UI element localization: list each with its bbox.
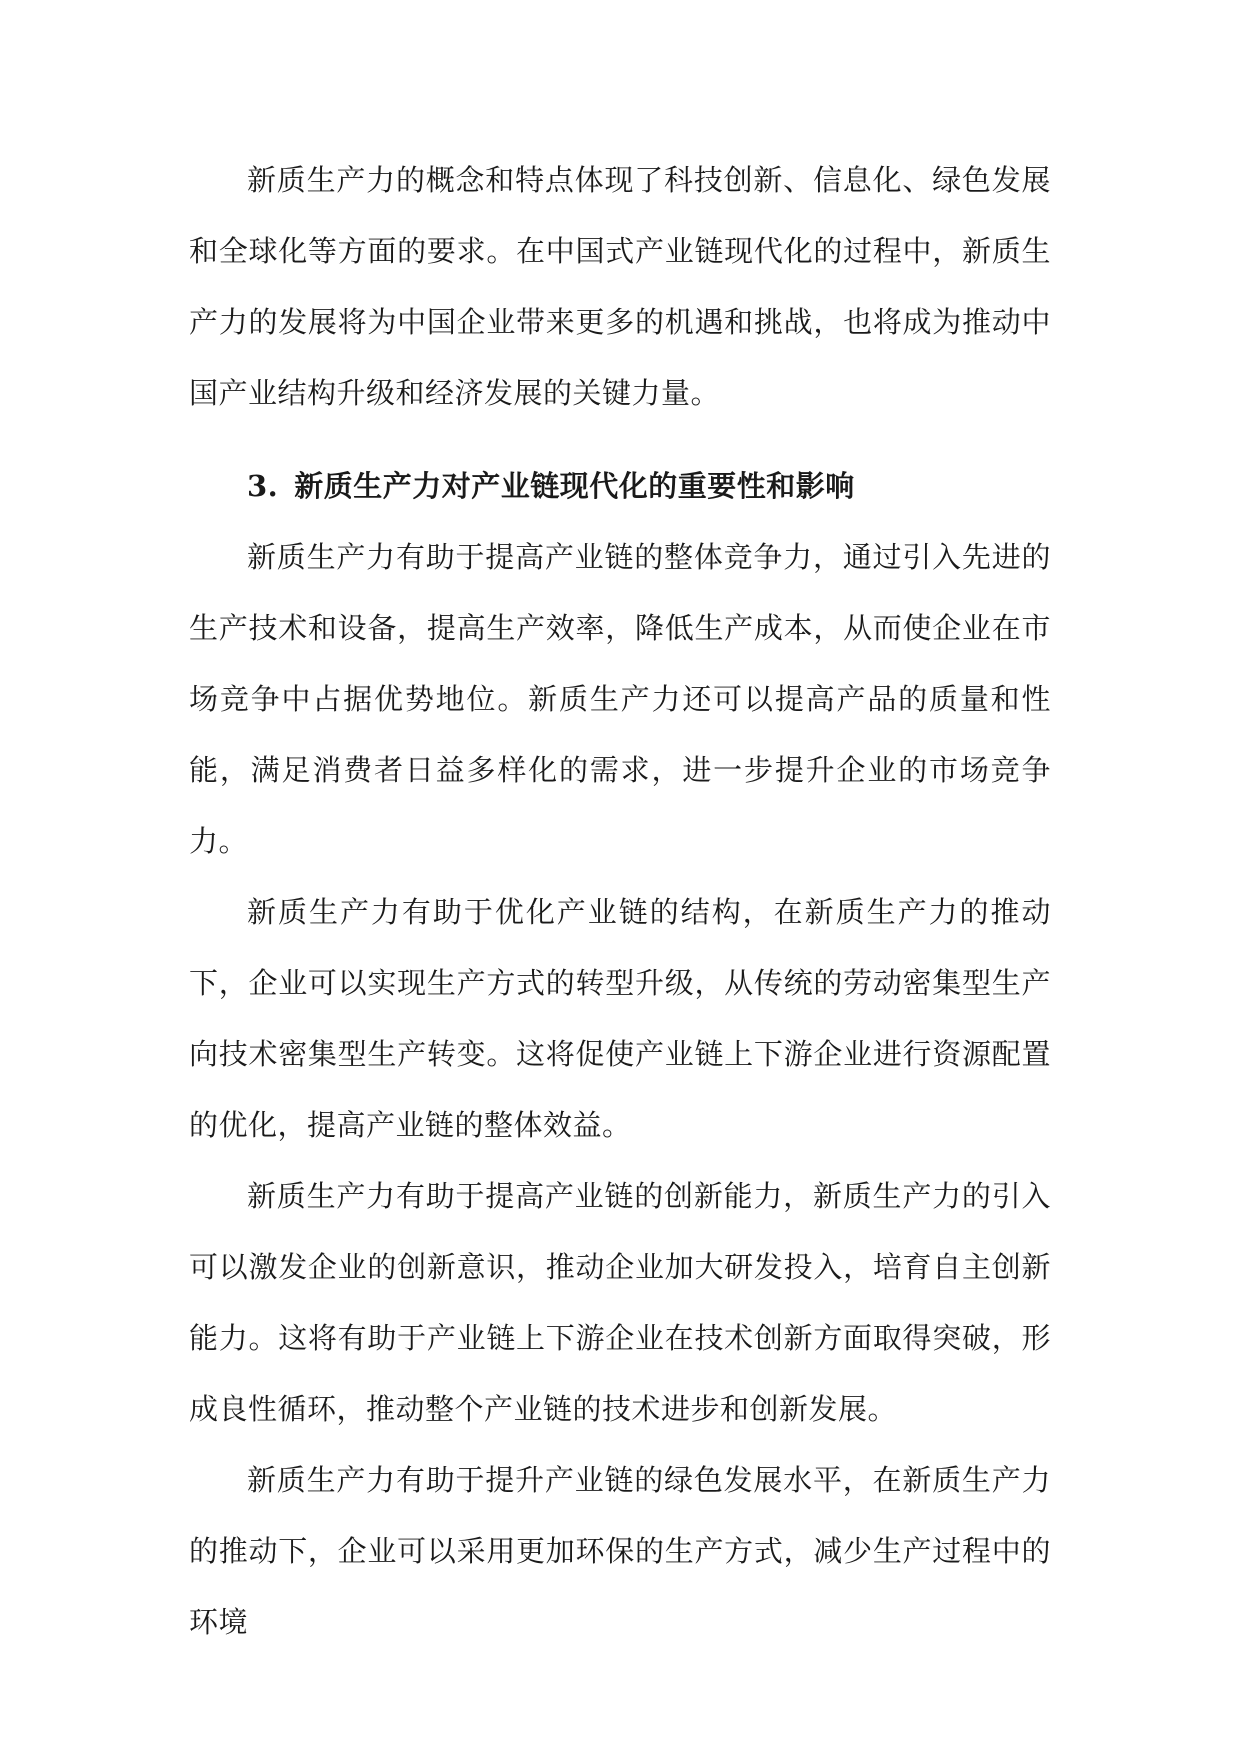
paragraph-green-development: 新质生产力有助于提升产业链的绿色发展水平，在新质生产力的推动下，企业可以采用更加环保的生产方式，减少生产过程中的环境 <box>189 1463 1051 1639</box>
paragraph-concept-summary: 新质生产力的概念和特点体现了科技创新、信息化、绿色发展和全球化等方面的要求。在中国式产业链现代化的过程中，新质生产力的发展将为中国企业带来更多的机遇和挑战，也将成为推动中国产业结构升级和经济发展的关键力量。 <box>189 163 1051 410</box>
paragraph-structure-optimization: 新质生产力有助于优化产业链的结构，在新质生产力的推动下，企业可以实现生产方式的转型升级，从传统的劳动密集型生产向技术密集型生产转变。这将促使产业链上下游企业进行资源配置的优化，提高产业链的整体效益。 <box>189 895 1051 1142</box>
paragraph-competitiveness: 新质生产力有助于提高产业链的整体竞争力，通过引入先进的生产技术和设备，提高生产效率，降低生产成本，从而使企业在市场竞争中占据优势地位。新质生产力还可以提高产品的质量和性能，满足消费者日益多样化的需求，进一步提升企业的市场竞争力。 <box>189 540 1051 858</box>
section-heading-3 <box>189 451 1051 522</box>
section-number: 3. <box>247 469 279 503</box>
section-title: 新质生产力对产业链现代化的重要性和影响 <box>294 469 855 503</box>
document-body <box>189 145 1051 1658</box>
paragraph-innovation-capacity: 新质生产力有助于提高产业链的创新能力，新质生产力的引入可以激发企业的创新意识，推动企业加大研发投入，培育自主创新能力。这将有助于产业链上下游企业在技术创新方面取得突破，形成良性循环，推动整个产业链的技术进步和创新发展。 <box>189 1179 1051 1426</box>
